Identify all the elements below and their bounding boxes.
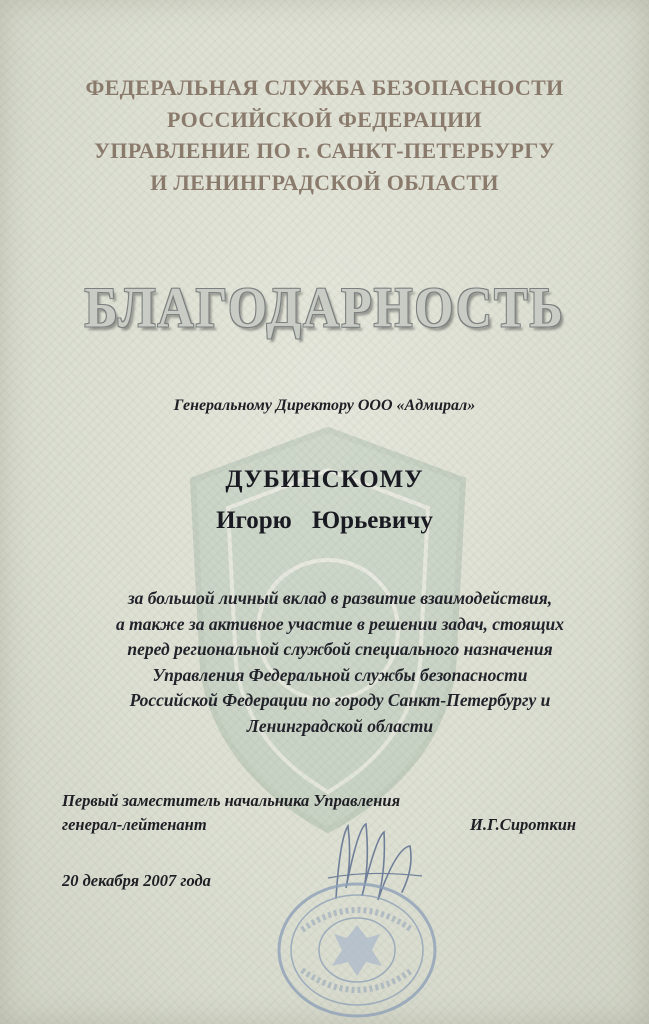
body-line-5: Российской Федерации по городу Санкт-Петербургу и bbox=[129, 690, 551, 710]
signer-position: Первый заместитель начальника Управления bbox=[62, 791, 401, 810]
addressee-line: Генеральному Директору ООО «Адмирал» bbox=[173, 397, 476, 414]
agency-header bbox=[0, 72, 649, 198]
signer-name: И.Г.Сироткин bbox=[470, 815, 577, 834]
document-date: 20 декабря 2007 года bbox=[62, 871, 211, 890]
recipient-surname: ДУБИНСКОМУ bbox=[225, 466, 424, 493]
gratitude-text bbox=[40, 586, 640, 739]
signer-rank: генерал-лейтенант bbox=[62, 815, 207, 834]
recipient-given-names: Игорю Юрьевичу bbox=[216, 507, 433, 534]
header-line-3: УПРАВЛЕНИЕ ПО г. САНКТ-ПЕТЕРБУРГУ bbox=[93, 138, 556, 163]
body-line-6: Ленинградской области bbox=[246, 715, 434, 736]
body-line-2: а также за активное участие в решении задач, стоящих bbox=[115, 613, 565, 634]
header-line-2: РОССИЙСКОЙ ФЕДЕРАЦИИ bbox=[167, 106, 482, 132]
body-line-1: за большой личный вклад в развитие взаимодействия, bbox=[127, 588, 553, 608]
body-line-3: перед региональной службой специального назначения bbox=[127, 639, 553, 659]
header-line-4: И ЛЕНИНГРАДСКОЙ ОБЛАСТИ bbox=[150, 169, 499, 195]
body-line-4: Управления Федеральной службы безопасности bbox=[152, 664, 528, 685]
official-seal-icon bbox=[272, 870, 442, 1020]
header-line-1: ФЕДЕРАЛЬНАЯ СЛУЖБА БЕЗОПАСНОСТИ bbox=[85, 75, 564, 100]
document-title: БЛАГОДАРНОСТЬ bbox=[84, 274, 565, 340]
